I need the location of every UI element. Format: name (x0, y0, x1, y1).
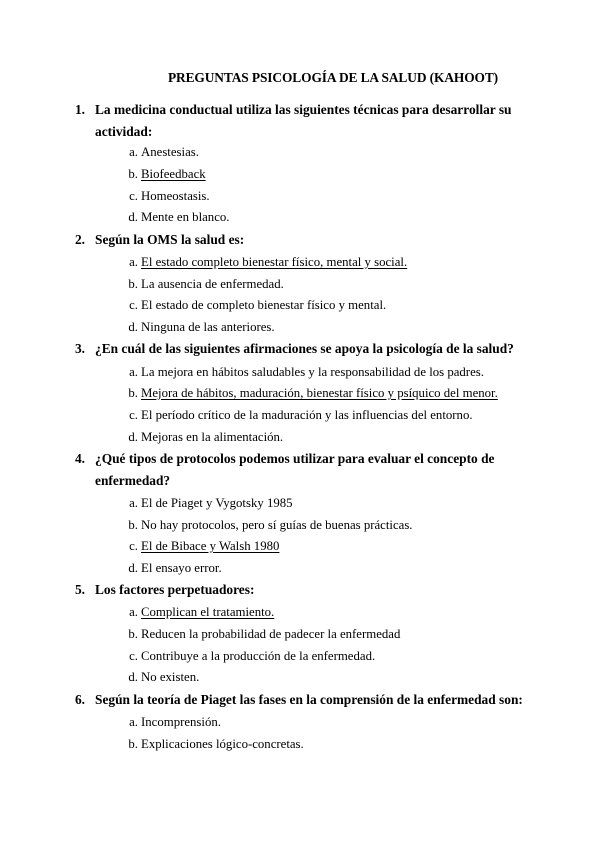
question-number: 3. (74, 341, 85, 356)
question-6 (74, 689, 535, 711)
question-number: 1. (74, 102, 85, 117)
option-text: Homeostasis. (141, 189, 210, 203)
option-text: El período crítico de la maduración y las influencias del entorno. (141, 408, 473, 422)
option-letter: a. (129, 365, 138, 379)
question-1 (74, 99, 515, 143)
document-title: PREGUNTAS PSICOLOGÍA DE LA SALUD (KAHOOT) (167, 70, 499, 85)
option-letter: b. (128, 277, 138, 291)
option-text: Incomprensión. (141, 715, 221, 729)
question-text: ¿En cuál de las siguientes afirmaciones se apoya la psicología de la salud? (95, 341, 514, 356)
option-letter: d. (128, 670, 138, 684)
option-2b (128, 276, 284, 292)
option-letter: d. (128, 210, 138, 224)
option-text: Contribuye a la producción de la enfermedad. (141, 649, 376, 663)
option-6b (128, 736, 304, 752)
option-1c (129, 188, 210, 204)
option-4d (128, 560, 222, 576)
question-text: Según la OMS la salud es: (95, 232, 245, 247)
option-1b (128, 166, 206, 182)
option-1a (129, 144, 199, 160)
option-text-correct: Complican el tratamiento. (141, 605, 275, 619)
question-number: 2. (74, 232, 85, 247)
option-text: No hay protocolos, pero sí guías de buenas prácticas. (141, 518, 413, 532)
option-letter: a. (129, 496, 138, 510)
question-text: ¿Qué tipos de protocolos podemos utilizar para evaluar el concepto de enfermedad? (95, 451, 495, 488)
option-text: La ausencia de enfermedad. (141, 277, 284, 291)
option-text: Explicaciones lógico-concretas. (141, 737, 304, 751)
option-letter: a. (129, 605, 138, 619)
option-letter: d. (128, 561, 138, 575)
option-letter: a. (129, 145, 138, 159)
option-letter: c. (129, 649, 138, 663)
question-5 (74, 579, 515, 601)
question-2 (74, 229, 515, 251)
option-2c (129, 297, 387, 313)
question-number: 5. (74, 582, 85, 597)
option-3a (129, 364, 484, 380)
option-2d (128, 319, 275, 335)
option-text: Mejoras en la alimentación. (141, 430, 284, 444)
option-4c (129, 538, 280, 554)
option-letter: d. (128, 430, 138, 444)
option-letter: b. (128, 167, 138, 181)
question-number: 6. (74, 692, 85, 707)
option-text-correct: Biofeedback (141, 167, 206, 181)
option-letter: b. (128, 386, 138, 400)
option-3b (128, 385, 498, 401)
option-letter: a. (129, 715, 138, 729)
option-3d (128, 429, 284, 445)
option-letter: c. (129, 408, 138, 422)
option-letter: b. (128, 518, 138, 532)
option-letter: a. (129, 255, 138, 269)
question-text: Según la teoría de Piaget las fases en la comprensión de la enfermedad son: (95, 692, 523, 707)
question-number: 4. (74, 451, 85, 466)
option-letter: b. (128, 627, 138, 641)
option-4b (128, 517, 413, 533)
option-letter: c. (129, 539, 138, 553)
option-text-correct: El estado completo bienestar físico, mental y social. (141, 255, 408, 269)
option-text: No existen. (141, 670, 200, 684)
option-text: Ninguna de las anteriores. (141, 320, 275, 334)
question-3 (74, 338, 515, 360)
option-text: El estado de completo bienestar físico y mental. (141, 298, 387, 312)
question-text: Los factores perpetuadores: (95, 582, 255, 597)
option-letter: c. (129, 189, 138, 203)
option-2a (129, 254, 408, 270)
option-5d (128, 669, 200, 685)
question-4 (74, 448, 515, 492)
option-letter: b. (128, 737, 138, 751)
option-3c (129, 407, 473, 423)
option-letter: c. (129, 298, 138, 312)
option-4a (129, 495, 293, 511)
option-text: El ensayo error. (141, 561, 222, 575)
option-5a (129, 604, 275, 620)
option-text: Reducen la probabilidad de padecer la enfermedad (141, 627, 401, 641)
option-text: Mente en blanco. (141, 210, 230, 224)
option-1d (128, 209, 230, 225)
option-text-correct: El de Bibace y Walsh 1980 (141, 539, 280, 553)
option-text: La mejora en hábitos saludables y la responsabilidad de los padres. (141, 365, 484, 379)
option-text-correct: Mejora de hábitos, maduración, bienestar físico y psíquico del menor. (141, 386, 498, 400)
option-5b (128, 626, 401, 642)
option-letter: d. (128, 320, 138, 334)
question-text: La medicina conductual utiliza las siguientes técnicas para desarrollar su actividad: (95, 102, 512, 139)
option-text: Anestesias. (141, 145, 199, 159)
option-text: El de Piaget y Vygotsky 1985 (141, 496, 293, 510)
option-6a (129, 714, 221, 730)
option-5c (129, 648, 376, 664)
